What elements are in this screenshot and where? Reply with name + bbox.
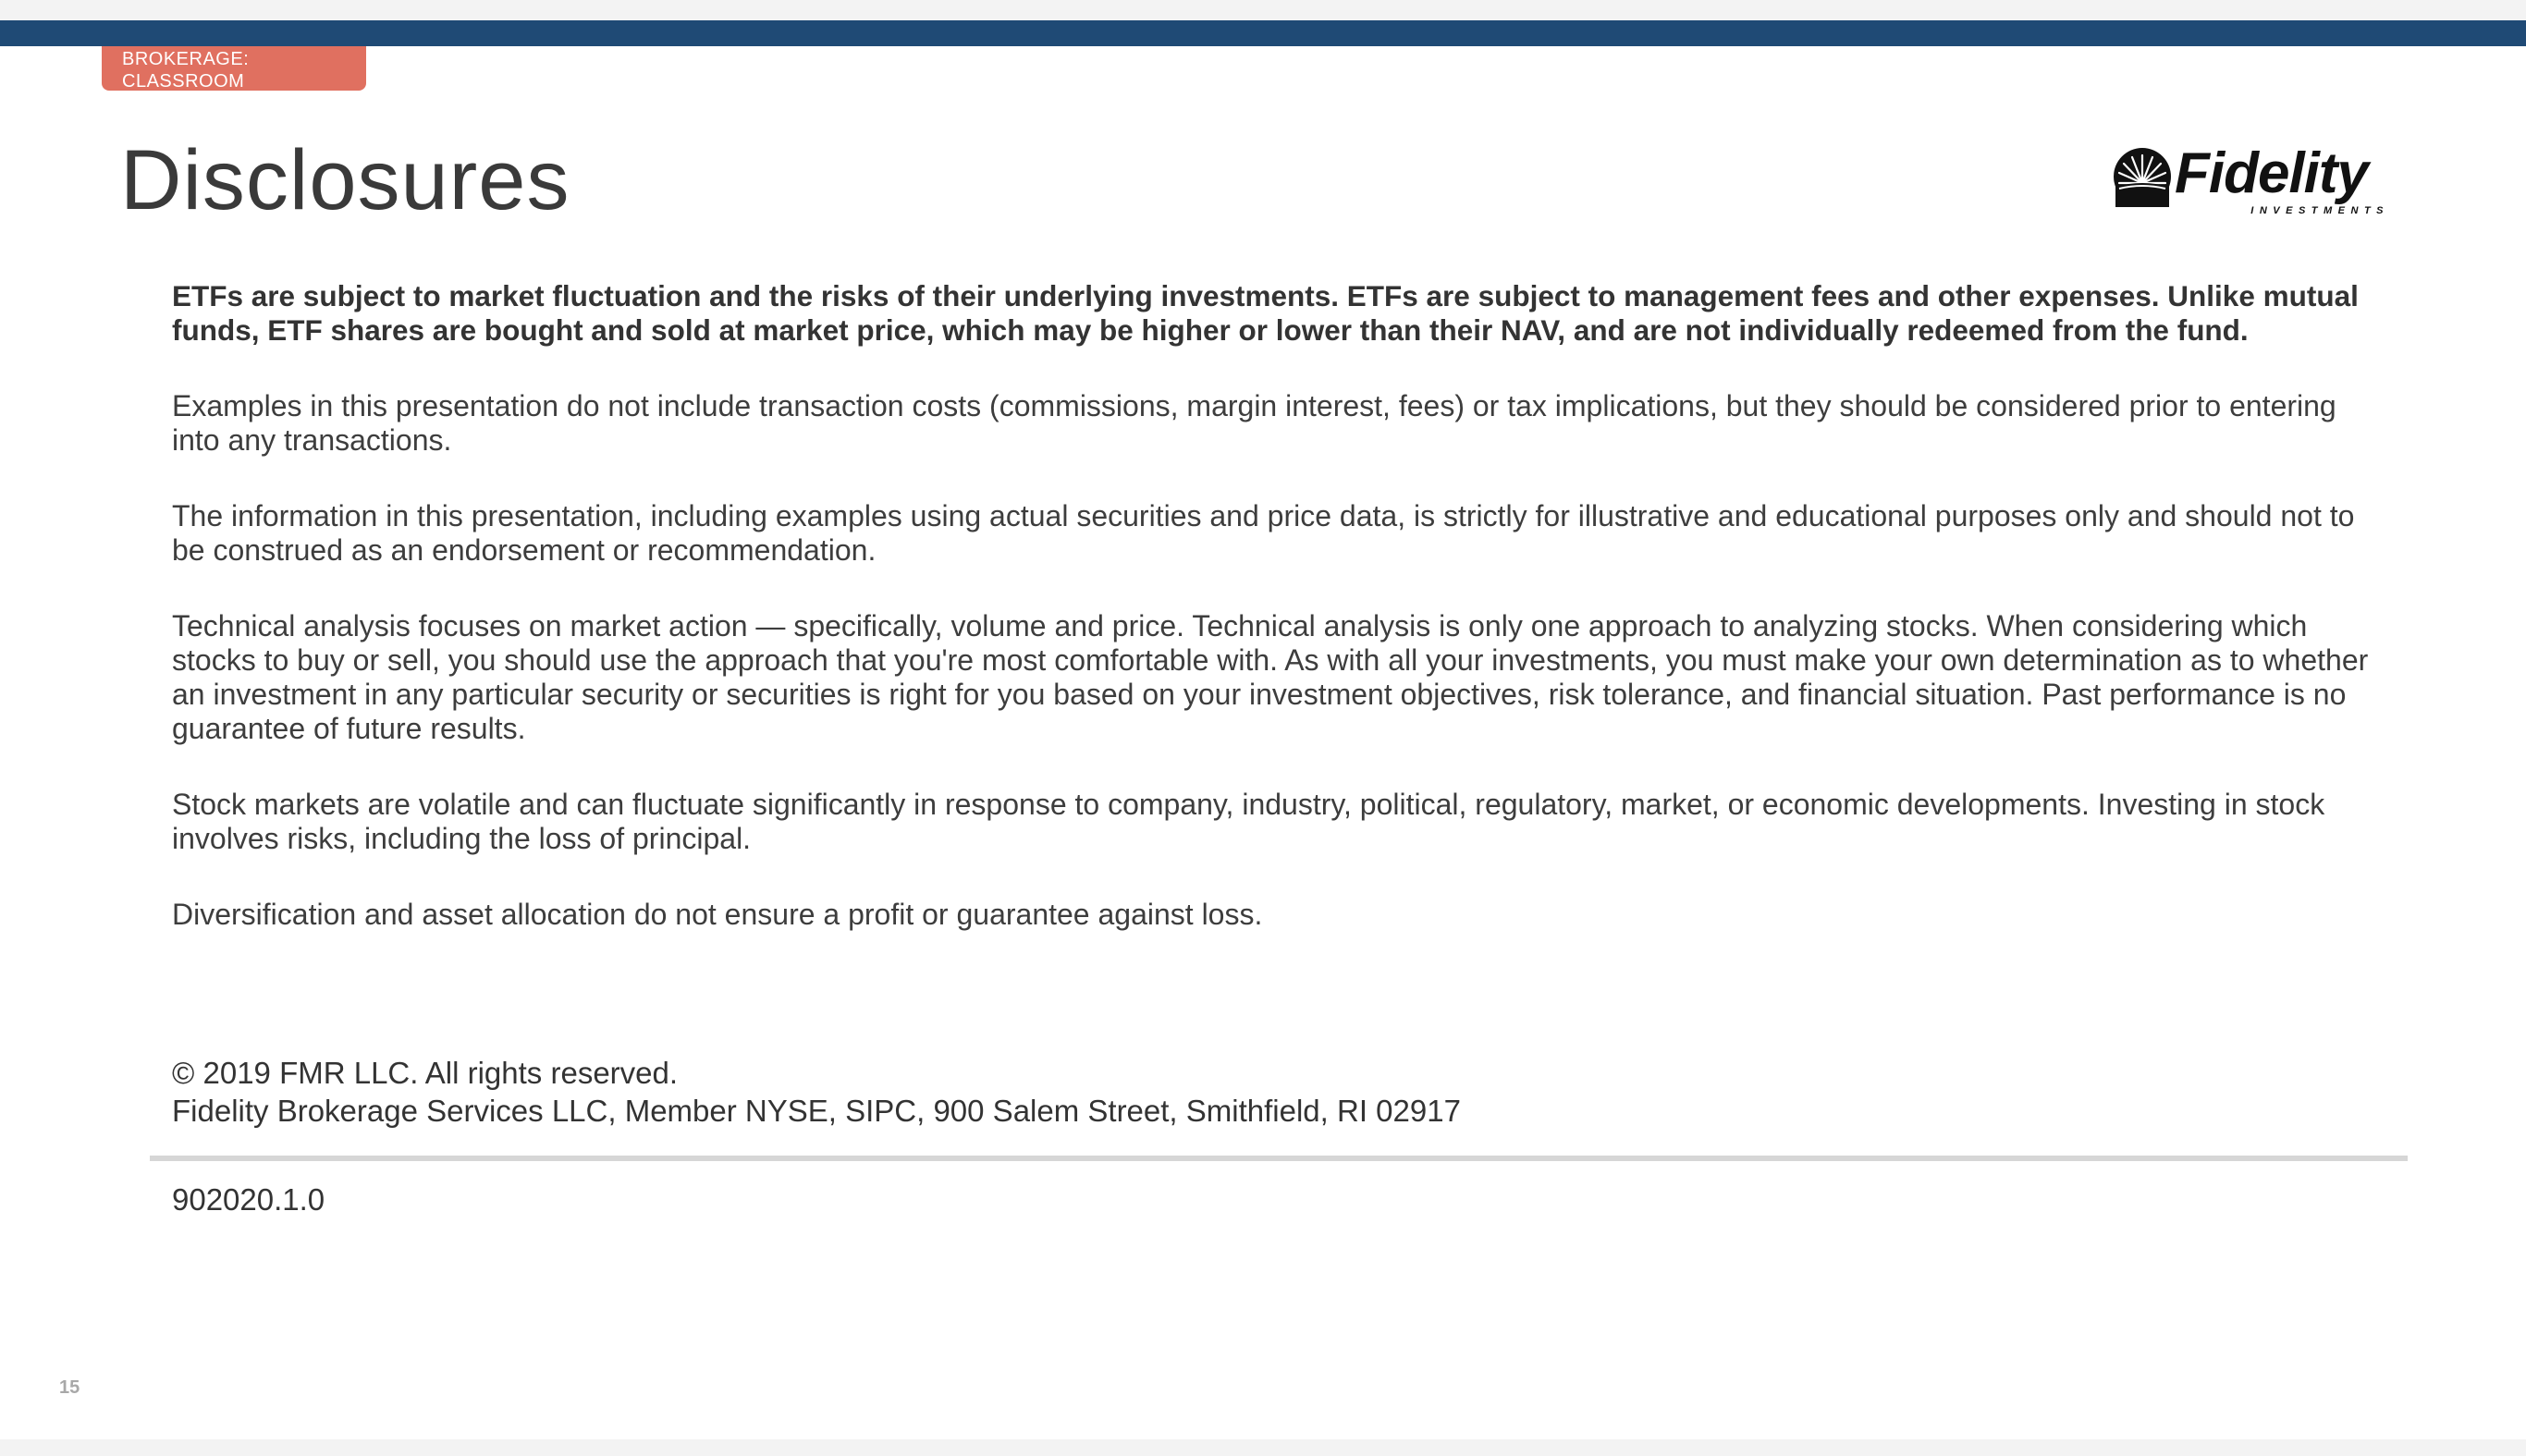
logo-wordmark: Fidelity xyxy=(2175,141,2369,205)
disclosure-stock-markets: Stock markets are volatile and can fluctuate significantly in response to company, industry, political, regulatory, market, or economic developments. Investing in stock involves risks, including the loss of principal. xyxy=(172,788,2325,855)
disclosure-technical-analysis: Technical analysis focuses on market action — specifically, volume and price. Technical analysis is only one approach to analyzing stocks. When considering which stocks to buy or sell, you should use the approach that you're most comfortable with. As with all your investments, you must make your own determination as to whether an investment in any particular security or securities is right for you based on your investment objectives, risk tolerance, and financial situation. Past performance is no guarantee of future results. xyxy=(172,609,2369,745)
badge-line-2: CLASSROOM xyxy=(122,71,245,92)
disclosure-diversification: Diversification and asset allocation do not ensure a profit or guarantee against loss. xyxy=(172,898,1263,931)
category-badge xyxy=(102,46,366,91)
top-accent-bar xyxy=(0,20,2526,46)
disclosure-body xyxy=(172,279,2391,973)
copyright-text: © 2019 FMR LLC. All rights reserved. xyxy=(172,1056,679,1090)
page-title: Disclosures xyxy=(120,133,570,227)
legal-footer xyxy=(172,1054,1461,1130)
document-code: 902020.1.0 xyxy=(172,1182,325,1217)
fidelity-logo xyxy=(2112,137,2400,229)
disclosure-etf: ETFs are subject to market fluctuation and the risks of their underlying investments. ETFs are subject to management fees and other expenses. Unlike mutual funds, ETF shares are bought and sold at market price, which may be higher or lower than their NAV, and are not individually redeemed from the fund. xyxy=(172,279,2359,347)
disclosure-illustrative: The information in this presentation, including examples using actual securities and price data, is strictly for illustrative and educational purposes only and should not to be construed as an endorsement or recommendation. xyxy=(172,499,2355,567)
slide xyxy=(0,20,2526,1439)
disclosure-transaction-costs: Examples in this presentation do not include transaction costs (commissions, margin interest, fees) or tax implications, but they should be considered prior to entering into any transactions. xyxy=(172,389,2336,457)
fidelity-logo-icon xyxy=(2112,146,2173,207)
logo-subtext: INVESTMENTS xyxy=(2250,205,2389,216)
footer-divider xyxy=(150,1156,2408,1161)
address-text: Fidelity Brokerage Services LLC, Member NYSE, SIPC, 900 Salem Street, Smithfield, RI 02917 xyxy=(172,1094,1461,1128)
badge-line-1: BROKERAGE: xyxy=(122,49,250,69)
page-number: 15 xyxy=(59,1377,80,1398)
